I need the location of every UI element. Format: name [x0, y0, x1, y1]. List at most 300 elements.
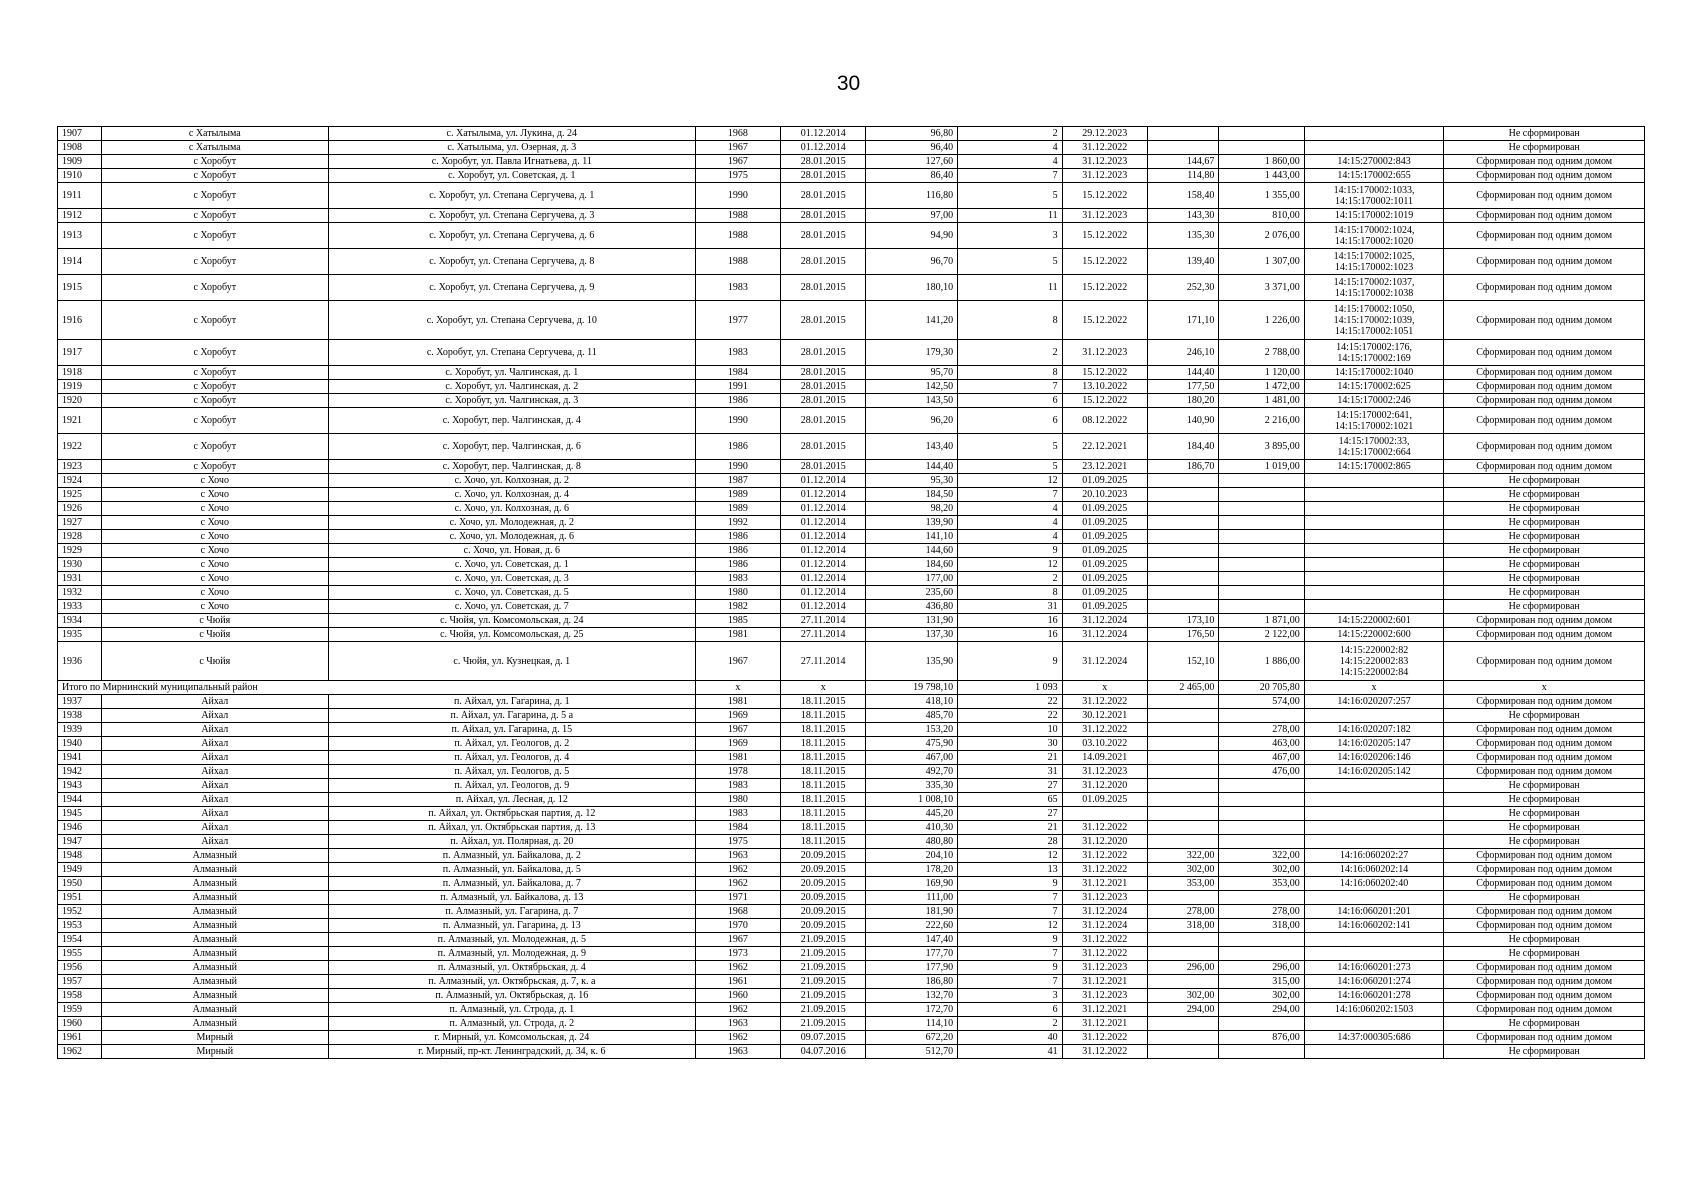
status-cell: Сформирован под одним домом: [1444, 919, 1645, 933]
cadastral-cell: [1304, 905, 1444, 919]
cadastral-number: 14:15:170002:1050,: [1333, 303, 1415, 315]
row-number-cell: 1935: [58, 628, 102, 642]
year-cell: 1989: [695, 502, 780, 516]
land-cost-cell: 3 895,00: [1219, 434, 1304, 460]
address-cell: с. Чюйя, ул. Комсомольская, д. 25: [328, 628, 695, 642]
residents-cell: 2: [958, 1017, 1063, 1031]
date-cell: 28.01.2015: [781, 460, 866, 474]
date-cell: 18.11.2015: [781, 737, 866, 751]
table-body: [58, 127, 1645, 1059]
year-cell: 1980: [695, 586, 780, 600]
date-cell: 21.09.2015: [781, 989, 866, 1003]
settlement-cell: с Чюйя: [101, 614, 328, 628]
date-cell: 28.01.2015: [781, 275, 866, 301]
total-row: [58, 681, 1645, 695]
address-cell: г. Мирный, пр-кт. Ленинградский, д. 34, к. 6: [328, 1045, 695, 1059]
cadastral-number: 14:15:170002:1021: [1334, 420, 1414, 432]
area-cell: 132,70: [866, 989, 958, 1003]
date-cell: 28.01.2015: [781, 223, 866, 249]
area-cell: 135,90: [866, 642, 958, 681]
land-cost-cell: [1219, 1017, 1304, 1031]
residents-cell: 28: [958, 835, 1063, 849]
land-cost-cell: 294,00: [1219, 1003, 1304, 1017]
cadastral-cell: [1304, 642, 1444, 681]
residents-cell: 11: [958, 275, 1063, 301]
year-cell: x: [695, 681, 780, 695]
land-area-cell: 143,30: [1147, 209, 1218, 223]
land-cost-cell: 1 860,00: [1219, 155, 1304, 169]
residents-cell: 9: [958, 961, 1063, 975]
row-number-cell: 1954: [58, 933, 102, 947]
cadastral-cell: [1304, 380, 1444, 394]
deadline-cell: 01.09.2025: [1062, 793, 1147, 807]
land-area-cell: 184,40: [1147, 434, 1218, 460]
row-number-cell: 1959: [58, 1003, 102, 1017]
date-cell: x: [781, 681, 866, 695]
year-cell: 1983: [695, 807, 780, 821]
status-cell: Сформирован под одним домом: [1444, 737, 1645, 751]
date-cell: 01.12.2014: [781, 141, 866, 155]
residents-cell: 41: [958, 1045, 1063, 1059]
deadline-cell: 31.12.2022: [1062, 1045, 1147, 1059]
area-cell: 141,20: [866, 301, 958, 340]
area-cell: 137,30: [866, 628, 958, 642]
year-cell: 1990: [695, 408, 780, 434]
land-area-cell: [1147, 723, 1218, 737]
year-cell: 1990: [695, 460, 780, 474]
land-cost-cell: [1219, 779, 1304, 793]
area-cell: 186,80: [866, 975, 958, 989]
address-cell: п. Алмазный, ул. Октябрьская, д. 7, к. а: [328, 975, 695, 989]
date-cell: 28.01.2015: [781, 169, 866, 183]
date-cell: 28.01.2015: [781, 434, 866, 460]
year-cell: 1967: [695, 155, 780, 169]
address-cell: с. Хоробут, ул. Степана Сергучева, д. 1: [328, 183, 695, 209]
area-cell: 672,20: [866, 1031, 958, 1045]
status-cell: Сформирован под одним домом: [1444, 614, 1645, 628]
residents-cell: 16: [958, 614, 1063, 628]
cadastral-number: 14:16:060201:201: [1337, 906, 1411, 917]
deadline-cell: 15.12.2022: [1062, 223, 1147, 249]
settlement-cell: Алмазный: [101, 905, 328, 919]
table-row: [58, 516, 1645, 530]
cadastral-number: 14:15:270002:843: [1337, 156, 1411, 167]
land-cost-cell: [1219, 488, 1304, 502]
status-cell: Не сформирован: [1444, 835, 1645, 849]
cadastral-cell: [1304, 408, 1444, 434]
row-number-cell: 1928: [58, 530, 102, 544]
settlement-cell: с Хочо: [101, 572, 328, 586]
row-number-cell: 1926: [58, 502, 102, 516]
settlement-cell: с Хоробут: [101, 249, 328, 275]
land-cost-cell: 353,00: [1219, 877, 1304, 891]
area-cell: 180,10: [866, 275, 958, 301]
cadastral-number: 14:15:170002:1019: [1334, 210, 1414, 221]
table-row: [58, 961, 1645, 975]
land-area-cell: 158,40: [1147, 183, 1218, 209]
deadline-cell: 01.09.2025: [1062, 572, 1147, 586]
address-cell: с. Хоробут, пер. Чалгинская, д. 6: [328, 434, 695, 460]
residents-cell: 27: [958, 779, 1063, 793]
year-cell: 1963: [695, 1045, 780, 1059]
status-cell: Сформирован под одним домом: [1444, 169, 1645, 183]
cadastral-number: 14:16:060201:278: [1337, 990, 1411, 1001]
land-area-cell: [1147, 474, 1218, 488]
row-number-cell: 1916: [58, 301, 102, 340]
settlement-cell: с Хоробут: [101, 209, 328, 223]
date-cell: 20.09.2015: [781, 877, 866, 891]
status-cell: Не сформирован: [1444, 600, 1645, 614]
cadastral-cell: [1304, 141, 1444, 155]
date-cell: 01.12.2014: [781, 474, 866, 488]
land-area-cell: [1147, 1017, 1218, 1031]
area-cell: 95,30: [866, 474, 958, 488]
residents-cell: 9: [958, 933, 1063, 947]
status-cell: Сформирован под одним домом: [1444, 975, 1645, 989]
area-cell: 96,70: [866, 249, 958, 275]
area-cell: 418,10: [866, 695, 958, 709]
row-number-cell: 1960: [58, 1017, 102, 1031]
row-number-cell: 1927: [58, 516, 102, 530]
land-cost-cell: [1219, 502, 1304, 516]
year-cell: 1978: [695, 765, 780, 779]
land-area-cell: [1147, 975, 1218, 989]
table-row: [58, 863, 1645, 877]
cadastral-cell: [1304, 751, 1444, 765]
land-area-cell: [1147, 779, 1218, 793]
deadline-cell: 31.12.2024: [1062, 628, 1147, 642]
year-cell: 1984: [695, 366, 780, 380]
table-row: [58, 905, 1645, 919]
land-area-cell: 180,20: [1147, 394, 1218, 408]
cadastral-number: 14:16:060202:1503: [1334, 1004, 1414, 1015]
table-row: [58, 723, 1645, 737]
table-row: [58, 695, 1645, 709]
area-cell: 485,70: [866, 709, 958, 723]
residents-cell: 6: [958, 394, 1063, 408]
deadline-cell: 01.09.2025: [1062, 586, 1147, 600]
year-cell: 1982: [695, 600, 780, 614]
status-cell: Сформирован под одним домом: [1444, 961, 1645, 975]
residents-cell: 2: [958, 340, 1063, 366]
table-row: [58, 877, 1645, 891]
land-area-cell: [1147, 695, 1218, 709]
cadastral-number: 14:15:170002:1011: [1335, 195, 1414, 207]
table-row: [58, 793, 1645, 807]
year-cell: 1984: [695, 821, 780, 835]
settlement-cell: Алмазный: [101, 919, 328, 933]
row-number-cell: 1922: [58, 434, 102, 460]
year-cell: 1971: [695, 891, 780, 905]
settlement-cell: Айхал: [101, 821, 328, 835]
status-cell: Сформирован под одним домом: [1444, 765, 1645, 779]
cadastral-cell: [1304, 474, 1444, 488]
area-cell: 235,60: [866, 586, 958, 600]
residents-cell: 6: [958, 408, 1063, 434]
table-row: [58, 849, 1645, 863]
date-cell: 18.11.2015: [781, 793, 866, 807]
cadastral-number: 14:15:170002:33,: [1338, 435, 1410, 447]
address-cell: п. Айхал, ул. Геологов, д. 2: [328, 737, 695, 751]
cadastral-number: 14:15:220002:82: [1339, 644, 1409, 656]
address-cell: п. Алмазный, ул. Байкалова, д. 5: [328, 863, 695, 877]
settlement-cell: Мирный: [101, 1045, 328, 1059]
cadastral-cell: [1304, 127, 1444, 141]
cadastral-cell: [1304, 558, 1444, 572]
area-cell: 116,80: [866, 183, 958, 209]
residents-cell: 4: [958, 155, 1063, 169]
year-cell: 1981: [695, 628, 780, 642]
residents-cell: 5: [958, 249, 1063, 275]
cadastral-number: 14:16:020205:147: [1337, 738, 1411, 749]
area-cell: 204,10: [866, 849, 958, 863]
address-cell: п. Айхал, ул. Геологов, д. 5: [328, 765, 695, 779]
deadline-cell: 31.12.2022: [1062, 1031, 1147, 1045]
settlement-cell: с Хочо: [101, 516, 328, 530]
land-cost-cell: 463,00: [1219, 737, 1304, 751]
settlement-cell: с Хочо: [101, 502, 328, 516]
deadline-cell: 01.09.2025: [1062, 544, 1147, 558]
settlement-cell: Алмазный: [101, 961, 328, 975]
row-number-cell: 1931: [58, 572, 102, 586]
land-cost-cell: 322,00: [1219, 849, 1304, 863]
year-cell: 1969: [695, 709, 780, 723]
land-cost-cell: 1 886,00: [1219, 642, 1304, 681]
date-cell: 28.01.2015: [781, 380, 866, 394]
land-area-cell: [1147, 516, 1218, 530]
land-cost-cell: 318,00: [1219, 919, 1304, 933]
table-row: [58, 249, 1645, 275]
status-cell: Не сформирован: [1444, 793, 1645, 807]
address-cell: п. Алмазный, ул. Байкалова, д. 2: [328, 849, 695, 863]
status-cell: Не сформирован: [1444, 709, 1645, 723]
cadastral-cell: [1304, 1003, 1444, 1017]
cadastral-number: 14:15:170002:655: [1337, 170, 1411, 181]
status-cell: Сформирован под одним домом: [1444, 628, 1645, 642]
settlement-cell: Айхал: [101, 807, 328, 821]
land-area-cell: [1147, 947, 1218, 961]
land-cost-cell: 315,00: [1219, 975, 1304, 989]
deadline-cell: 08.12.2022: [1062, 408, 1147, 434]
area-cell: 144,60: [866, 544, 958, 558]
area-cell: 335,30: [866, 779, 958, 793]
date-cell: 18.11.2015: [781, 765, 866, 779]
deadline-cell: 31.12.2021: [1062, 877, 1147, 891]
cadastral-cell: [1304, 183, 1444, 209]
cadastral-cell: [1304, 737, 1444, 751]
table-row: [58, 141, 1645, 155]
cadastral-number: 14:16:020206:146: [1337, 752, 1411, 763]
area-cell: 445,20: [866, 807, 958, 821]
cadastral-cell: [1304, 821, 1444, 835]
residents-cell: 7: [958, 488, 1063, 502]
table-row: [58, 1031, 1645, 1045]
status-cell: Сформирован под одним домом: [1444, 1031, 1645, 1045]
year-cell: 1983: [695, 779, 780, 793]
area-cell: 111,00: [866, 891, 958, 905]
cadastral-number: 14:16:060202:141: [1337, 920, 1411, 931]
date-cell: 28.01.2015: [781, 301, 866, 340]
settlement-cell: Алмазный: [101, 877, 328, 891]
status-cell: Сформирован под одним домом: [1444, 366, 1645, 380]
row-number-cell: 1946: [58, 821, 102, 835]
table-row: [58, 975, 1645, 989]
year-cell: 1975: [695, 835, 780, 849]
land-area-cell: 135,30: [1147, 223, 1218, 249]
table-row: [58, 821, 1645, 835]
year-cell: 1983: [695, 572, 780, 586]
cadastral-number: 14:16:060202:40: [1339, 878, 1409, 889]
date-cell: 09.07.2015: [781, 1031, 866, 1045]
status-cell: Сформирован под одним домом: [1444, 434, 1645, 460]
page-number: 30: [836, 72, 861, 95]
settlement-cell: Айхал: [101, 709, 328, 723]
row-number-cell: 1947: [58, 835, 102, 849]
land-cost-cell: 278,00: [1219, 723, 1304, 737]
land-area-cell: 140,90: [1147, 408, 1218, 434]
area-cell: 96,40: [866, 141, 958, 155]
area-cell: 184,50: [866, 488, 958, 502]
land-cost-cell: [1219, 793, 1304, 807]
area-cell: 177,00: [866, 572, 958, 586]
year-cell: 1962: [695, 863, 780, 877]
row-number-cell: 1936: [58, 642, 102, 681]
area-cell: 141,10: [866, 530, 958, 544]
settlement-cell: Алмазный: [101, 1003, 328, 1017]
status-cell: Сформирован под одним домом: [1444, 155, 1645, 169]
settlement-cell: Айхал: [101, 751, 328, 765]
address-cell: с. Хочо, ул. Молодежная, д. 6: [328, 530, 695, 544]
status-cell: Сформирован под одним домом: [1444, 275, 1645, 301]
deadline-cell: 01.09.2025: [1062, 558, 1147, 572]
date-cell: 27.11.2014: [781, 628, 866, 642]
address-cell: г. Мирный, ул. Комсомольская, д. 24: [328, 1031, 695, 1045]
area-cell: 143,50: [866, 394, 958, 408]
year-cell: 1986: [695, 394, 780, 408]
residents-cell: 8: [958, 586, 1063, 600]
year-cell: 1969: [695, 737, 780, 751]
table-row: [58, 891, 1645, 905]
year-cell: 1968: [695, 905, 780, 919]
area-cell: 467,00: [866, 751, 958, 765]
date-cell: 18.11.2015: [781, 779, 866, 793]
address-cell: с. Хоробут, ул. Чалгинская, д. 3: [328, 394, 695, 408]
land-cost-cell: 467,00: [1219, 751, 1304, 765]
status-cell: Сформирован под одним домом: [1444, 695, 1645, 709]
address-cell: с. Хоробут, ул. Чалгинская, д. 1: [328, 366, 695, 380]
settlement-cell: Алмазный: [101, 933, 328, 947]
settlement-cell: с Хоробут: [101, 394, 328, 408]
land-cost-cell: 1 120,00: [1219, 366, 1304, 380]
deadline-cell: 29.12.2023: [1062, 127, 1147, 141]
cadastral-number: 14:15:170002:625: [1337, 381, 1411, 392]
row-number-cell: 1923: [58, 460, 102, 474]
cadastral-number: 14:16:060202:14: [1339, 864, 1409, 875]
date-cell: 28.01.2015: [781, 249, 866, 275]
deadline-cell: 31.12.2020: [1062, 779, 1147, 793]
row-number-cell: 1918: [58, 366, 102, 380]
cadastral-cell: [1304, 488, 1444, 502]
area-cell: 177,90: [866, 961, 958, 975]
cadastral-cell: [1304, 723, 1444, 737]
row-number-cell: 1907: [58, 127, 102, 141]
cadastral-cell: [1304, 765, 1444, 779]
table-row: [58, 434, 1645, 460]
area-cell: 436,80: [866, 600, 958, 614]
date-cell: 21.09.2015: [781, 975, 866, 989]
cadastral-number: 14:15:170002:1039,: [1333, 314, 1415, 326]
land-area-cell: [1147, 891, 1218, 905]
year-cell: 1968: [695, 127, 780, 141]
table-row: [58, 614, 1645, 628]
settlement-cell: Алмазный: [101, 849, 328, 863]
address-cell: п. Айхал, ул. Геологов, д. 9: [328, 779, 695, 793]
land-area-cell: 144,40: [1147, 366, 1218, 380]
cadastral-number: 14:15:170002:1037,: [1333, 276, 1415, 288]
table-row: [58, 474, 1645, 488]
status-cell: Сформирован под одним домом: [1444, 380, 1645, 394]
residents-cell: 40: [958, 1031, 1063, 1045]
area-cell: 492,70: [866, 765, 958, 779]
residents-cell: 5: [958, 434, 1063, 460]
row-number-cell: 1955: [58, 947, 102, 961]
cadastral-number: 14:15:220002:601: [1337, 615, 1411, 626]
row-number-cell: 1929: [58, 544, 102, 558]
table-row: [58, 460, 1645, 474]
residents-cell: 21: [958, 821, 1063, 835]
status-cell: Не сформирован: [1444, 586, 1645, 600]
residents-cell: 4: [958, 516, 1063, 530]
area-cell: 179,30: [866, 340, 958, 366]
residents-cell: 7: [958, 975, 1063, 989]
table-row: [58, 1003, 1645, 1017]
status-cell: Не сформирован: [1444, 558, 1645, 572]
address-cell: с. Хоробут, ул. Чалгинская, д. 2: [328, 380, 695, 394]
address-cell: п. Алмазный, ул. Молодежная, д. 9: [328, 947, 695, 961]
cadastral-number: 14:15:170002:1038: [1334, 287, 1414, 299]
row-number-cell: 1908: [58, 141, 102, 155]
date-cell: 18.11.2015: [781, 751, 866, 765]
status-cell: Сформирован под одним домом: [1444, 340, 1645, 366]
row-number-cell: 1914: [58, 249, 102, 275]
deadline-cell: 31.12.2022: [1062, 723, 1147, 737]
status-cell: Сформирован под одним домом: [1444, 849, 1645, 863]
address-cell: с. Хоробут, ул. Степана Сергучева, д. 9: [328, 275, 695, 301]
residents-cell: 3: [958, 989, 1063, 1003]
address-cell: с. Хочо, ул. Советская, д. 1: [328, 558, 695, 572]
address-cell: с. Хоробут, ул. Степана Сергучева, д. 10: [328, 301, 695, 340]
deadline-cell: 31.12.2020: [1062, 835, 1147, 849]
deadline-cell: [1062, 807, 1147, 821]
cadastral-cell: [1304, 681, 1444, 695]
deadline-cell: 31.12.2021: [1062, 1017, 1147, 1031]
row-number-cell: 1915: [58, 275, 102, 301]
area-cell: 410,30: [866, 821, 958, 835]
status-cell: Не сформирован: [1444, 947, 1645, 961]
date-cell: 20.09.2015: [781, 891, 866, 905]
address-cell: п. Айхал, ул. Гагарина, д. 5 а: [328, 709, 695, 723]
address-cell: с. Хочо, ул. Советская, д. 3: [328, 572, 695, 586]
table-row: [58, 502, 1645, 516]
row-number-cell: 1957: [58, 975, 102, 989]
land-cost-cell: [1219, 141, 1304, 155]
residents-cell: 4: [958, 141, 1063, 155]
land-cost-cell: 476,00: [1219, 765, 1304, 779]
settlement-cell: Мирный: [101, 1031, 328, 1045]
row-number-cell: 1941: [58, 751, 102, 765]
residents-cell: 5: [958, 460, 1063, 474]
table-row: [58, 807, 1645, 821]
